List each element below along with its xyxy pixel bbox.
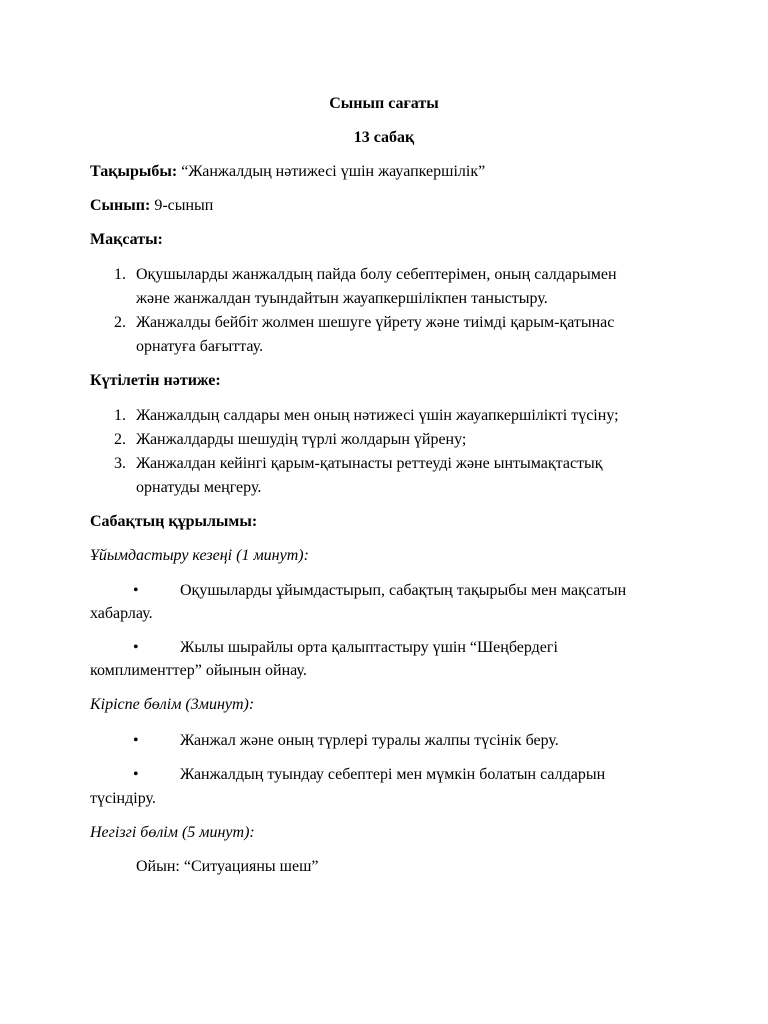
grade-line: [90, 195, 213, 217]
list-number: 2.: [114, 431, 126, 448]
list-item-text: Оқушыларды жанжалдың пайда болу себептерімен, оның салдарымен: [136, 266, 617, 283]
topic-value: “Жанжалдың нәтижесі үшін жауапкершілік”: [177, 163, 486, 180]
bullet-text: Оқушыларды ұйымдастырып, сабақтың тақырыбы мен мақсатын: [180, 582, 627, 599]
list-number: 1.: [114, 407, 126, 424]
list-item-text: Жанжалдарды шешудің түрлі жолдарын үйрену;: [136, 431, 467, 448]
topic-label: Тақырыбы:: [90, 163, 178, 180]
goals-heading: Мақсаты:: [90, 231, 163, 248]
stage-title: Кіріспе бөлім (3минут):: [90, 696, 255, 713]
bullet-text: түсіндіру.: [90, 790, 156, 807]
stage-text: Ойын: “Ситуацияны шеш”: [136, 858, 319, 875]
bullet-icon: •: [133, 766, 139, 783]
grade-label: Сынып:: [90, 197, 151, 214]
list-item-text: Жанжалдың салдары мен оның нәтижесі үшін жауапкершілікті түсіну;: [136, 407, 619, 424]
bullet-text: хабарлау.: [90, 605, 153, 622]
structure-heading: Сабақтың құрылымы:: [90, 513, 258, 530]
document-title: Сынып сағаты: [329, 95, 439, 112]
bullet-text: Жанжалдың туындау себептері мен мүмкін болатын салдарын: [180, 766, 606, 783]
stage-title: Ұйымдастыру кезеңі (1 минут):: [90, 547, 309, 564]
grade-value: 9-сынып: [150, 197, 214, 214]
list-item-text: Жанжалды бейбіт жолмен шешуге үйрету және тиімді қарым-қатынас: [136, 314, 615, 331]
list-number: 1.: [114, 266, 126, 283]
list-item-text: және жанжалдан туындайтын жауапкершілікпен таныстыру.: [136, 290, 548, 307]
topic-line: [90, 161, 485, 183]
bullet-icon: •: [133, 582, 139, 599]
outcomes-heading: Күтілетін нәтиже:: [90, 372, 221, 389]
list-item-text: орнатуды меңгеру.: [136, 479, 262, 496]
list-number: 3.: [114, 455, 126, 472]
list-item-text: орнатуға бағыттау.: [136, 338, 264, 355]
list-item-text: Жанжалдан кейінгі қарым-қатынасты реттеуді және ынтымақтастық: [136, 455, 603, 472]
bullet-text: Жанжал және оның түрлері туралы жалпы түсінік беру.: [180, 732, 559, 749]
bullet-icon: •: [133, 639, 139, 656]
bullet-text: Жылы шырайлы орта қалыптастыру үшін “Шеңбердегі: [180, 639, 558, 656]
bullet-icon: •: [133, 732, 139, 749]
stage-title: Негізгі бөлім (5 минут):: [90, 824, 255, 841]
bullet-text: комплименттер” ойынын ойнау.: [90, 662, 307, 679]
list-number: 2.: [114, 314, 126, 331]
lesson-number: 13 сабақ: [353, 129, 415, 146]
